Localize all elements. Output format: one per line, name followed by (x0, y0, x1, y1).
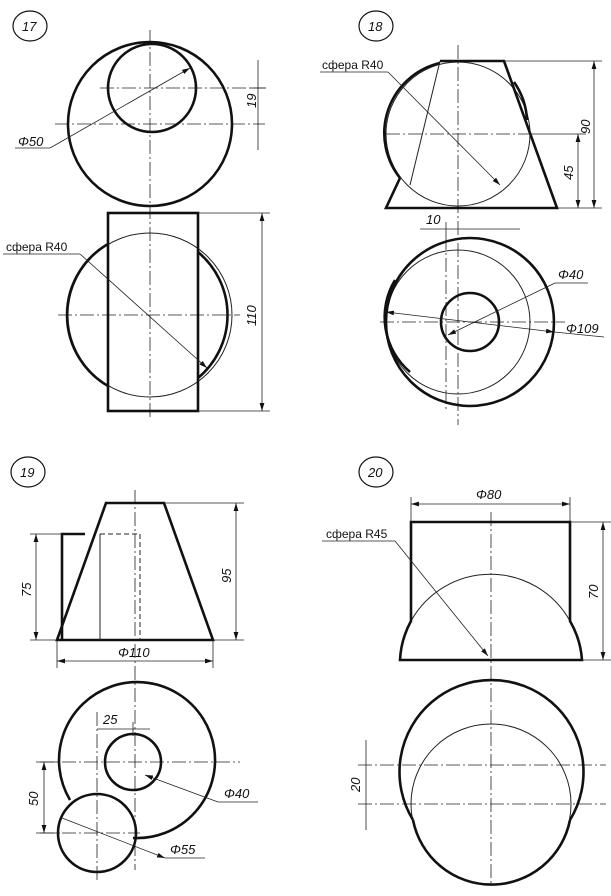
dimension-value: 90 (578, 119, 593, 134)
sphere-leader (80, 254, 207, 368)
truncated-cone (386, 61, 557, 208)
dimension-value: 110 (244, 305, 259, 326)
diameter-leader (50, 68, 190, 148)
dimension-diameter: Φ50 (18, 134, 44, 149)
sphere-outline-thin (411, 574, 570, 621)
large-circle (59, 682, 215, 838)
figure-number: 19 (20, 465, 35, 480)
dimension-value: 70 (586, 584, 601, 599)
figure-17 (3, 11, 270, 418)
cylinder-outline (108, 213, 198, 411)
sphere-label: сфера R40 (6, 240, 68, 254)
sphere-leader (395, 541, 488, 656)
figure-number: 18 (368, 19, 383, 34)
sphere-bottom-outline (413, 820, 570, 885)
dimension-value: 45 (561, 165, 576, 180)
sphere-label: сфера R45 (326, 527, 388, 541)
cylinder-outline (400, 680, 584, 820)
cone-edge-hidden (410, 61, 440, 185)
hole-leader (145, 775, 218, 802)
dimension-value: 25 (103, 712, 118, 727)
figure-18 (320, 11, 604, 425)
dimension-outer: Φ109 (566, 321, 599, 336)
prism-hidden-edge (100, 534, 140, 640)
sphere-outline-right (514, 82, 527, 120)
sphere-outline (384, 63, 440, 178)
hole-leader (448, 283, 555, 335)
figure-number: 20 (368, 465, 383, 480)
dimension-value: 10 (426, 212, 441, 227)
figure-20 (322, 457, 611, 885)
dimension-value: 50 (26, 791, 41, 806)
dimension-value: 75 (19, 582, 34, 597)
dimension-hole: Φ40 (224, 786, 250, 801)
figure-19 (11, 457, 258, 880)
dimension-value: 95 (219, 568, 234, 583)
sphere-label: сфера R40 (322, 58, 384, 72)
prism-outline (62, 534, 85, 640)
dimension-hole: Φ40 (558, 267, 584, 282)
dimension-value: 20 (348, 777, 363, 792)
sphere-leader (388, 72, 500, 185)
dimension-small: Φ55 (170, 842, 196, 857)
dimension-base: Φ110 (118, 645, 150, 660)
sphere-outline-left (385, 280, 410, 372)
dimension-value: 19 (244, 93, 259, 108)
dimension-top: Φ80 (476, 487, 502, 502)
figure-number: 17 (22, 19, 37, 34)
